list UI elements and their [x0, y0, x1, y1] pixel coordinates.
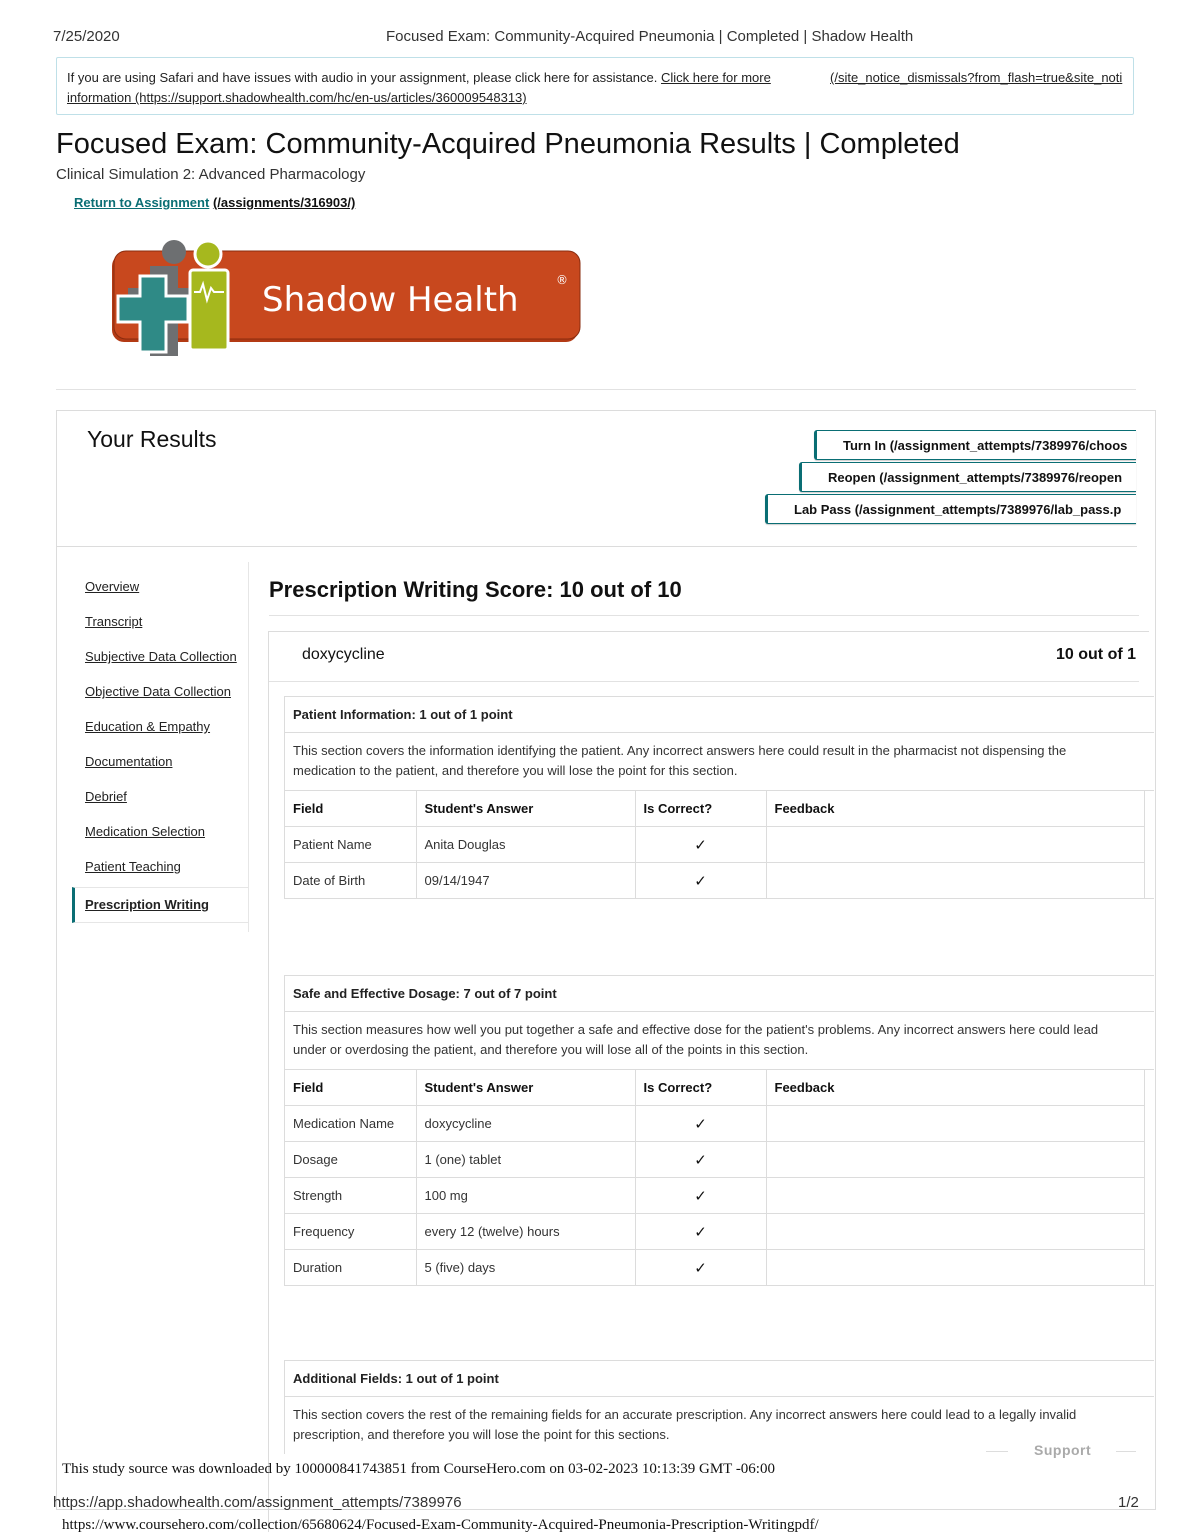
- answer-cell: doxycycline: [416, 1106, 635, 1142]
- sidenav-divider: [248, 562, 249, 932]
- score-title: Prescription Writing Score: 10 out of 10: [269, 577, 682, 602]
- shadow-health-logo-graphic: [110, 236, 590, 366]
- section-description-line: This section covers the rest of the remaining fields for an accurate prescription. Any incorrect answers here could lead to a legally invalid: [293, 1407, 1077, 1422]
- table-row: [285, 1106, 1145, 1142]
- notice-text: If you are using Safari and have issues with audio in your assignment, please click here for assistance.: [67, 70, 658, 85]
- sidenav-item-transcript[interactable]: Transcript: [85, 614, 143, 629]
- notice-text-line: [67, 70, 771, 85]
- feedback-cell: [766, 1250, 1145, 1286]
- page-title: Focused Exam: Community-Acquired Pneumonia Results | Completed: [56, 128, 960, 160]
- drug-name: doxycycline: [302, 646, 385, 663]
- section-description: [285, 733, 1154, 791]
- sidenav-item-subjective-data-collection[interactable]: Subjective Data Collection: [85, 649, 237, 664]
- checkmark-icon: ✓: [635, 827, 766, 863]
- column-header-answer: Student's Answer: [416, 1070, 635, 1106]
- feedback-cell: [766, 1142, 1145, 1178]
- support-divider: [1116, 1451, 1136, 1452]
- section-description-line: This section measures how well you put together a safe and effective dose for the patient's problems. Any incorrect answers here could lead: [293, 1022, 1099, 1037]
- print-title: Focused Exam: Community-Acquired Pneumonia | Completed | Shadow Health: [386, 28, 914, 45]
- field-cell: Frequency: [285, 1214, 416, 1250]
- sidenav-item-medication-selection[interactable]: Medication Selection: [85, 824, 205, 839]
- checkmark-icon: ✓: [635, 863, 766, 899]
- column-header-correct: Is Correct?: [635, 1070, 766, 1106]
- table-header-row: [285, 791, 1145, 827]
- feedback-cell: [766, 863, 1145, 899]
- registered-mark: ®: [556, 273, 568, 287]
- column-header-field: Field: [285, 1070, 416, 1106]
- lab-pass-button[interactable]: Lab Pass (/assignment_attempts/7389976/lab_pass.p: [765, 494, 1136, 524]
- results-divider: [57, 546, 1137, 547]
- column-header-answer: Student's Answer: [416, 791, 635, 827]
- notice-more-link[interactable]: Click here for more: [661, 70, 771, 85]
- sidenav-item-overview[interactable]: Overview: [85, 579, 140, 594]
- footer-source-url: https://www.coursehero.com/collection/65680624/Focused-Exam-Community-Acquired-Pneumonia-Prescription-Writingpdf/: [62, 1517, 819, 1533]
- answer-cell: 09/14/1947: [416, 863, 635, 899]
- section-title: Additional Fields: 1 out of 1 point: [285, 1361, 1154, 1397]
- answer-cell: 100 mg: [416, 1178, 635, 1214]
- logo-text: Shadow Health: [262, 280, 519, 320]
- patient-information-table: [285, 791, 1145, 898]
- results-sidenav: [72, 572, 248, 923]
- download-watermark: This study source was downloaded by 100000841743851 from CourseHero.com on 03-02-2023 10:13:39 GMT -06:00: [62, 1461, 775, 1477]
- support-button[interactable]: Support: [1034, 1442, 1092, 1458]
- patient-information-section: [284, 696, 1154, 899]
- site-notice: [56, 57, 1134, 115]
- sidenav-item-prescription-writing[interactable]: Prescription Writing: [72, 887, 248, 923]
- reopen-button[interactable]: Reopen (/assignment_attempts/7389976/reopen: [799, 462, 1136, 492]
- checkmark-icon: ✓: [635, 1178, 766, 1214]
- field-cell: Strength: [285, 1178, 416, 1214]
- additional-fields-section: [284, 1360, 1154, 1454]
- drug-divider: [269, 681, 1139, 682]
- answer-cell: every 12 (twelve) hours: [416, 1214, 635, 1250]
- checkmark-icon: ✓: [635, 1250, 766, 1286]
- sidenav-item-documentation[interactable]: Documentation: [85, 754, 173, 769]
- divider: [56, 389, 1136, 390]
- footer-url: https://app.shadowhealth.com/assignment_attempts/7389976: [53, 1494, 462, 1511]
- section-title: Patient Information: 1 out of 1 point: [285, 697, 1154, 733]
- answer-cell: 5 (five) days: [416, 1250, 635, 1286]
- dosage-section: [284, 975, 1154, 1286]
- feedback-cell: [766, 827, 1145, 863]
- dosage-table: [285, 1070, 1145, 1285]
- section-description-line: prescription, and therefore you will lose the point for this sections.: [293, 1427, 670, 1442]
- column-header-feedback: Feedback: [766, 1070, 1145, 1106]
- section-description: [285, 1012, 1154, 1070]
- field-cell: Date of Birth: [285, 863, 416, 899]
- checkmark-icon: ✓: [635, 1214, 766, 1250]
- field-cell: Dosage: [285, 1142, 416, 1178]
- footer-page-number: 1/2: [1118, 1494, 1139, 1511]
- field-cell: Patient Name: [285, 827, 416, 863]
- field-cell: Duration: [285, 1250, 416, 1286]
- notice-more-link-2[interactable]: information (https://support.shadowhealth.com/hc/en-us/articles/360009548313): [67, 90, 527, 105]
- column-header-field: Field: [285, 791, 416, 827]
- table-row: [285, 1178, 1145, 1214]
- return-link-text[interactable]: Return to Assignment: [74, 195, 210, 210]
- feedback-cell: [766, 1106, 1145, 1142]
- section-title: Safe and Effective Dosage: 7 out of 7 point: [285, 976, 1154, 1012]
- return-link-path[interactable]: (/assignments/316903/): [212, 195, 356, 210]
- table-row: [285, 1214, 1145, 1250]
- sidenav-item-education-empathy[interactable]: Education & Empathy: [85, 719, 211, 734]
- return-to-assignment-link[interactable]: [74, 195, 355, 210]
- section-description-line: under or overdosing the patient, and therefore you will lose all of the points in this section.: [293, 1042, 809, 1057]
- checkmark-icon: ✓: [635, 1106, 766, 1142]
- support-divider: [986, 1451, 1008, 1452]
- section-description-line: This section covers the information identifying the patient. Any incorrect answers here could result in the pharmacist not dispensing the: [293, 743, 1067, 758]
- sidenav-item-objective-data-collection[interactable]: Objective Data Collection: [85, 684, 231, 699]
- print-date: 7/25/2020: [53, 28, 120, 45]
- drug-score: 10 out of 1: [1056, 646, 1137, 663]
- section-description-line: medication to the patient, and therefore you will lose the point for this section.: [293, 763, 738, 778]
- table-row: [285, 863, 1145, 899]
- column-header-correct: Is Correct?: [635, 791, 766, 827]
- sidenav-item-patient-teaching[interactable]: Patient Teaching: [85, 859, 181, 874]
- results-title: Your Results: [87, 426, 217, 452]
- column-header-feedback: Feedback: [766, 791, 1145, 827]
- shadow-health-logo: [110, 236, 590, 366]
- answer-cell: Anita Douglas: [416, 827, 635, 863]
- field-cell: Medication Name: [285, 1106, 416, 1142]
- score-divider: [269, 615, 1139, 616]
- feedback-cell: [766, 1214, 1145, 1250]
- page-subtitle: Clinical Simulation 2: Advanced Pharmacology: [56, 166, 366, 183]
- table-row: [285, 1250, 1145, 1286]
- section-description: [285, 1397, 1154, 1454]
- table-row: [285, 827, 1145, 863]
- table-row: [285, 1142, 1145, 1178]
- checkmark-icon: ✓: [635, 1142, 766, 1178]
- answer-cell: 1 (one) tablet: [416, 1142, 635, 1178]
- notice-dismiss-link[interactable]: (/site_notice_dismissals?from_flash=true&site_noti: [830, 70, 1123, 85]
- table-header-row: [285, 1070, 1145, 1106]
- sidenav-item-debrief[interactable]: Debrief: [85, 789, 127, 804]
- feedback-cell: [766, 1178, 1145, 1214]
- turn-in-button[interactable]: Turn In (/assignment_attempts/7389976/choos: [814, 430, 1136, 460]
